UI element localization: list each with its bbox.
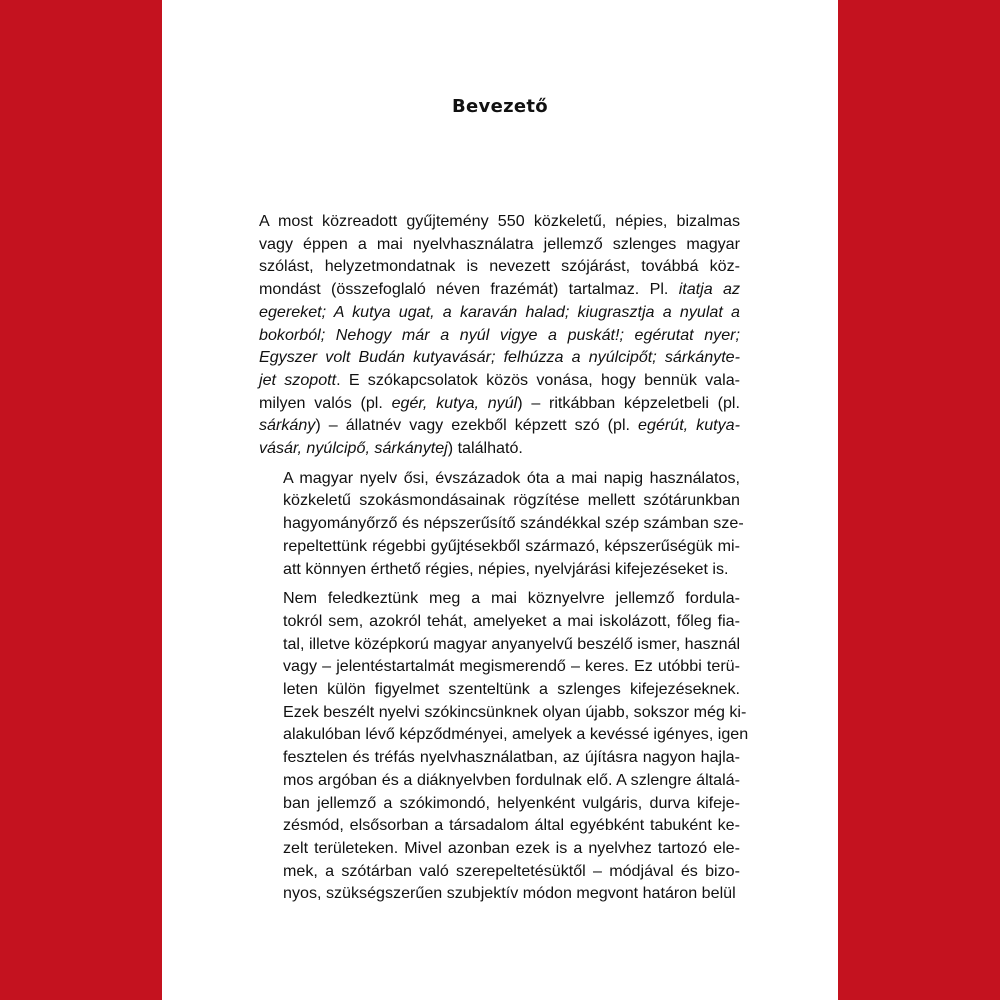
text-run: att könnyen érthető régies, népies, nyelvjárási kifejezéseket is. bbox=[283, 559, 729, 578]
text-line bbox=[259, 255, 740, 278]
text-line bbox=[259, 346, 740, 369]
text-run: Ezek beszélt nyelvi szókincsünknek olyan újabb, sokszor még ki- bbox=[283, 702, 747, 721]
text-line bbox=[259, 837, 740, 860]
text-line bbox=[259, 369, 740, 392]
italic-example: egereket; A kutya ugat, a karaván halad; kiugrasztja a nyulat a bbox=[259, 302, 740, 321]
text-line bbox=[259, 392, 740, 415]
text-line bbox=[259, 278, 740, 301]
italic-example: vásár, nyúlcipő, sárkánytej bbox=[259, 439, 448, 458]
text-run: mondást (összefoglaló néven frazémát) tartalmaz. Pl. bbox=[259, 280, 679, 299]
text-run: leten külön figyelmet szenteltünk a szlenges kifejezéseknek. bbox=[283, 680, 740, 699]
paragraph bbox=[259, 210, 740, 460]
paragraph bbox=[259, 587, 749, 905]
text-line bbox=[259, 723, 749, 746]
text-run: fesztelen és tréfás nyelvhasználatban, az újításra nagyon hajla- bbox=[283, 748, 740, 767]
text-run: vagy – jelentéstartalmát megismerendő – keres. Ez utóbbi terü- bbox=[283, 657, 740, 676]
text-run: repeltettünk régebbi gyűjtésekből származó, képszerűségük mi- bbox=[283, 536, 740, 555]
text-run: közkeletű szokásmondásainak rögzítése mellett szótárunkban bbox=[283, 491, 740, 510]
text-run: hagyományőrző és népszerűsítő szándékkal szép számban sze- bbox=[283, 514, 744, 533]
text-line bbox=[259, 678, 740, 701]
text-line bbox=[259, 792, 740, 815]
text-line bbox=[259, 437, 740, 460]
text-run: nyos, szükségszerűen szubjektív módon megvont határon belül bbox=[283, 884, 736, 903]
italic-example: jet szopott bbox=[259, 370, 337, 389]
text-run: ban jellemző a szókimondó, helyenként vulgáris, durva kifeje- bbox=[283, 793, 740, 812]
text-run: . E szókapcsolatok közös vonása, hogy bennük vala- bbox=[336, 370, 740, 389]
text-run: A most közreadott gyűjtemény 550 közkeletű, népies, bizalmas bbox=[259, 212, 740, 230]
text-line bbox=[259, 587, 740, 610]
paragraph bbox=[259, 467, 744, 581]
text-run: tal, illetve középkorú magyar anyanyelvű beszélő ismer, használ bbox=[283, 634, 741, 653]
italic-example: Egyszer volt Budán kutyavásár; felhúzza a nyúlcipőt; sárkányte- bbox=[259, 348, 740, 367]
text-line bbox=[259, 210, 740, 233]
text-line bbox=[259, 414, 740, 437]
text-line bbox=[259, 610, 740, 633]
text-run: Nem feledkeztünk meg a mai köznyelvre jellemző fordula- bbox=[283, 589, 740, 608]
italic-example: bokorból; Nehogy már a nyúl vigye a puskát!; egérutat nyer; bbox=[259, 325, 740, 344]
text-run: szólást, helyzetmondatnak is nevezett szójárást, továbbá köz- bbox=[259, 257, 740, 276]
text-line bbox=[259, 233, 740, 256]
text-line bbox=[259, 860, 740, 883]
text-line bbox=[259, 814, 740, 837]
left-red-border bbox=[0, 0, 162, 1000]
text-run: mek, a szótárban való szerepeltetésüktől – módjával és bizo- bbox=[283, 861, 740, 880]
text-line bbox=[259, 701, 747, 724]
text-run: zésmód, elsősorban a társadalom által egyébként tabuként ke- bbox=[283, 816, 740, 835]
text-line bbox=[259, 633, 740, 656]
text-run: ) – ritkábban képzeletbeli (pl. bbox=[517, 393, 740, 412]
text-run: tokról sem, azokról tehát, amelyeket a mai iskolázott, főleg fia- bbox=[283, 611, 740, 630]
text-line bbox=[259, 558, 740, 581]
text-line bbox=[259, 769, 740, 792]
text-run: zelt területeken. Mivel azonban ezek is a nyelvhez tartozó ele- bbox=[283, 838, 740, 857]
text-line bbox=[259, 324, 740, 347]
text-line bbox=[259, 301, 740, 324]
text-line bbox=[259, 882, 740, 905]
text-line bbox=[259, 535, 740, 558]
text-line bbox=[259, 512, 744, 535]
italic-example: itatja az bbox=[678, 280, 740, 299]
text-line bbox=[259, 489, 740, 512]
book-page bbox=[162, 0, 838, 1000]
right-red-border bbox=[838, 0, 1000, 1000]
text-run: A magyar nyelv ősi, évszázadok óta a mai napig használatos, bbox=[283, 468, 740, 487]
text-run: ) található. bbox=[447, 439, 523, 458]
italic-example: egér, kutya, nyúl bbox=[391, 393, 518, 412]
text-line bbox=[259, 655, 740, 678]
text-run: mos argóban és a diáknyelvben fordulnak elő. A szlengre általá- bbox=[283, 770, 740, 789]
italic-example: sárkány bbox=[259, 416, 316, 435]
text-line bbox=[259, 467, 740, 490]
body-text bbox=[259, 210, 749, 912]
italic-example: egérút, kutya- bbox=[638, 416, 740, 435]
text-line bbox=[259, 746, 740, 769]
page-title: Bevezető bbox=[452, 96, 548, 117]
text-run: milyen valós (pl. bbox=[259, 393, 392, 412]
text-run: ) – állatnév vagy ezekből képzett szó (pl. bbox=[315, 416, 639, 435]
text-run: alakulóban lévő képződményei, amelyek a kevéssé igényes, igen bbox=[283, 725, 749, 744]
text-run: vagy éppen a mai nyelvhasználatra jellemző szlenges magyar bbox=[259, 234, 740, 253]
